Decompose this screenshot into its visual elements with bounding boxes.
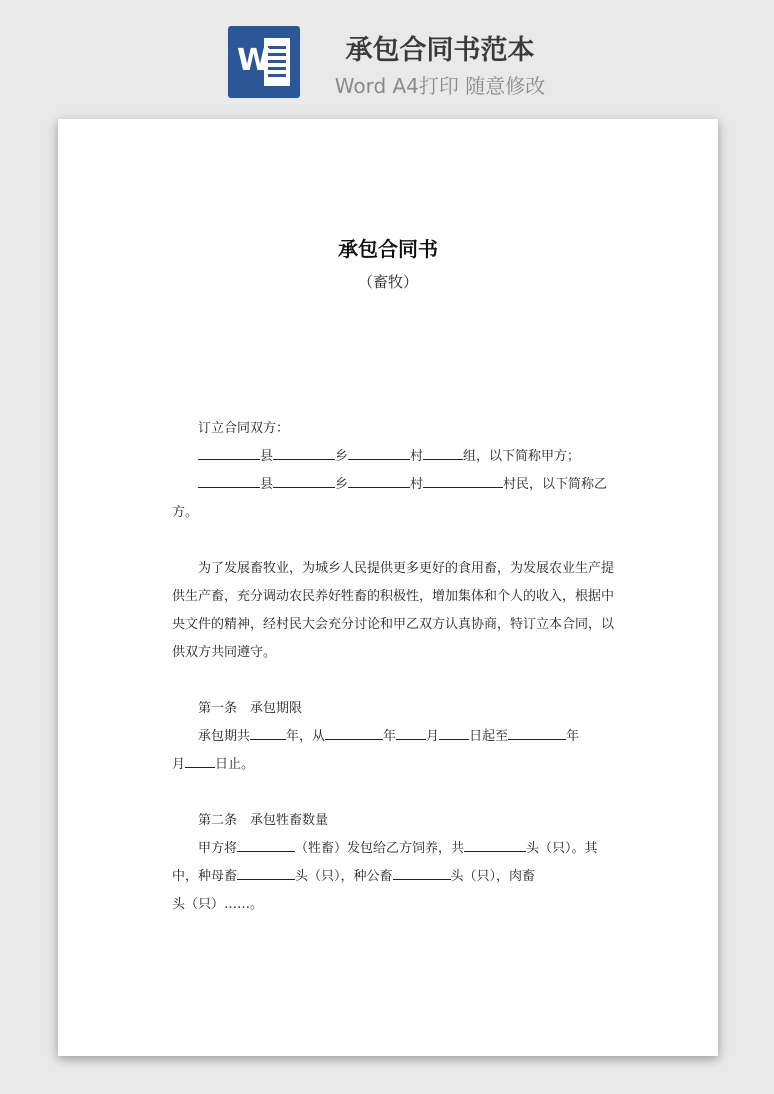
blank[interactable] bbox=[423, 446, 463, 460]
blank[interactable] bbox=[273, 446, 335, 460]
blank[interactable] bbox=[237, 838, 295, 852]
party-a-line: 县 乡 村 组，以下简称甲方； bbox=[198, 445, 580, 464]
blank[interactable] bbox=[198, 446, 260, 460]
preamble-line: 供双方共同遵守。 bbox=[172, 645, 277, 660]
blank[interactable] bbox=[348, 446, 410, 460]
party-b-line-cont: 方。 bbox=[172, 505, 199, 520]
article2-line2: 中，种母畜 头（只），种公畜 头（只），肉畜 bbox=[172, 865, 535, 884]
blank[interactable] bbox=[464, 838, 526, 852]
blank[interactable] bbox=[198, 474, 260, 488]
blank[interactable] bbox=[325, 726, 383, 740]
intro-heading: 订立合同双方： bbox=[198, 421, 290, 436]
blank[interactable] bbox=[250, 726, 286, 740]
blank[interactable] bbox=[393, 866, 451, 880]
header-subtitle: Word A4打印 随意修改 bbox=[334, 74, 546, 98]
article2-line1: 甲方将 （牲畜）发包给乙方饲养，共 头（只）。其 bbox=[198, 837, 598, 856]
blank[interactable] bbox=[348, 474, 410, 488]
watermark bbox=[96, 437, 177, 518]
blank[interactable] bbox=[396, 726, 426, 740]
word-icon bbox=[228, 26, 300, 98]
blank[interactable] bbox=[185, 754, 215, 768]
preamble-line: 为了发展畜牧业，为城乡人民提供更多更好的食用畜，为发展农业生产提 bbox=[198, 561, 615, 576]
header-title: 承包合同书范本 bbox=[345, 35, 535, 66]
party-b-line: 县 乡 村 村民，以下简称乙 bbox=[198, 473, 607, 492]
document-page bbox=[58, 119, 718, 1056]
blank[interactable] bbox=[237, 866, 295, 880]
article1-line2: 月 日止。 bbox=[172, 753, 254, 772]
blank[interactable] bbox=[508, 726, 566, 740]
preamble-line: 央文件的精神，经村民大会充分讨论和甲乙双方认真协商，特订立本合同，以 bbox=[172, 617, 615, 632]
article2-line3: 头（只）……。 bbox=[172, 897, 264, 912]
document-title: 承包合同书 bbox=[338, 237, 438, 261]
blank[interactable] bbox=[423, 474, 503, 488]
preamble-line: 供生产畜，充分调动农民养好牲畜的积极性，增加集体和个人的收入，根据中 bbox=[172, 589, 615, 604]
article2-heading: 第二条 承包牲畜数量 bbox=[198, 813, 329, 828]
header bbox=[0, 0, 774, 110]
blank[interactable] bbox=[439, 726, 469, 740]
article1-heading: 第一条 承包期限 bbox=[198, 701, 303, 716]
document-subtitle: （畜牧） bbox=[357, 273, 418, 291]
article1-line1: 承包期共 年，从 年 月 日起至 年 bbox=[198, 725, 579, 744]
word-icon-letter: W bbox=[237, 43, 271, 78]
blank[interactable] bbox=[273, 474, 335, 488]
